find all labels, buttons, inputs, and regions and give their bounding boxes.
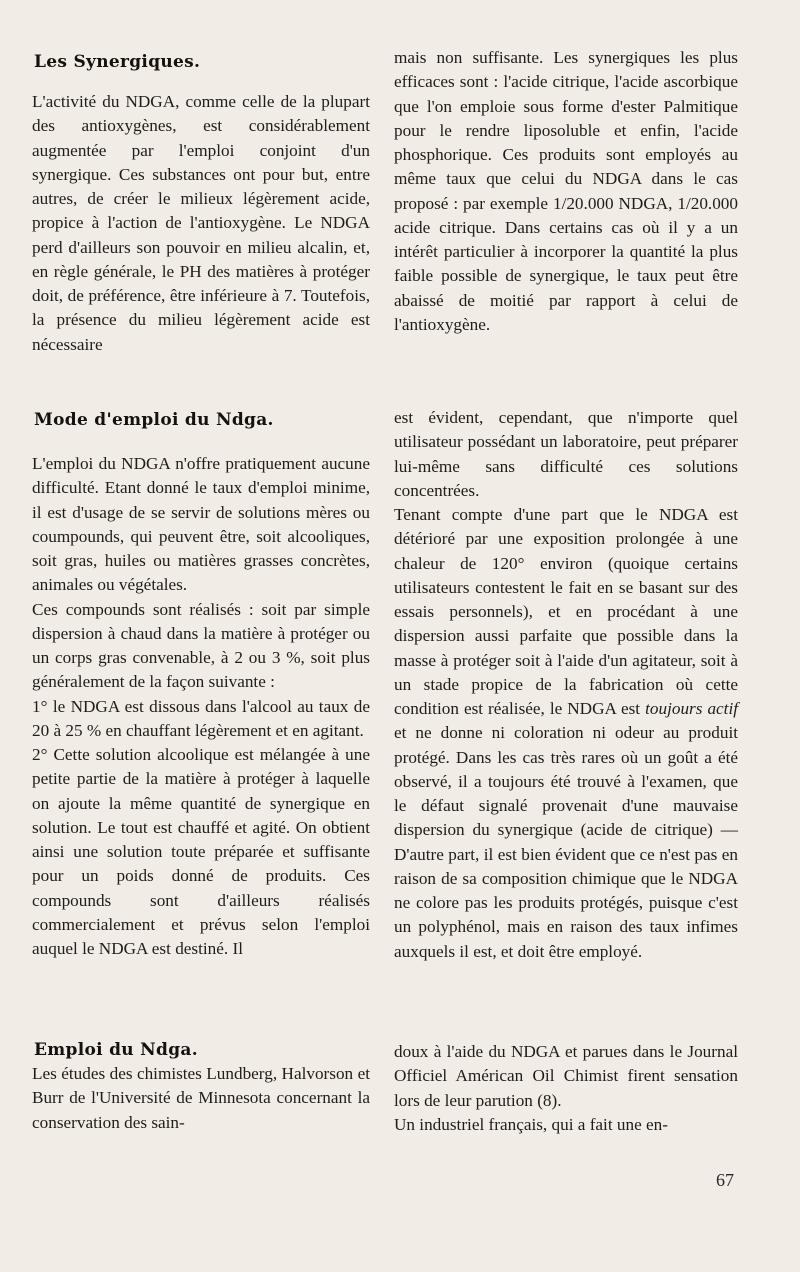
mode-emploi-paragraph-intro: L'emploi du NDGA n'offre pratiquement aucune difficulté. Etant donné le taux d'emploi minime, il est d'usage de se servir de solutions mères ou coumpounds, qui peuvent être, soit alcooliques, soit gras, huiles ou matières grasses concrètes, animales ou végétales.: [32, 454, 370, 595]
page-number: 67: [716, 1170, 734, 1190]
synergiques-right-paragraph: mais non suffisante. Les synergiques les plus efficaces sont : l'acide citrique, l'acide ascorbique que l'on emploie sous forme d'ester Palmitique pour le rendre liposoluble et enfin, l'acide phosphorique. Ces produits sont employés au même taux que celui du NDGA dans le cas proposé : par exemple 1/20.000 NDGA, 1/20.000 acide citrique. Dans certains cas où il y a un intérêt particulier à incorporer la quantité la plus faible possible de synergique, le taux peut être abaissé de moitié par rapport à celui de l'antioxygène.: [394, 48, 738, 334]
mode-emploi-paragraph-compounds: Ces compounds sont réalisés : soit par simple dispersion à chaud dans la matière à protéger ou un corps gras convenable, à 2 ou 3 %, soit plus généralement de la façon suivante :: [32, 599, 370, 692]
emploi-right-paragraph-2: Un industriel français, qui a fait une en-: [394, 1114, 668, 1134]
emploi-right-paragraph-1: doux à l'aide du NDGA et parues dans le Journal Officiel Américan Oil Chimist firent sensation lors de leur parution (8).: [394, 1042, 738, 1110]
mode-emploi-right-column: [394, 406, 738, 964]
mode-emploi-step-2: 2° Cette solution alcoolique est mélangée à une petite partie de la matière à protéger à laquelle on ajoute la même quantité de synergique en solution. Le tout est chauffé et agité. On obtient ainsi une solution toute préparée et suffisante pour un poids donné de produits. Ces compounds sont d'ailleurs réalisés commercialement et prévus selon l'emploi auquel le NDGA est destiné. Il: [32, 745, 370, 958]
mode-emploi-right-text-after: et ne donne ni coloration ni odeur au produit protégé. Dans les cas très rares où un goût a été observé, il a toujours été trouvé à l'examen, que le défaut signalé provenait d'une mauvaise dispersion du synergique (acide de citrique) — D'autre part, il est bien évident que ce n'est pas en raison de sa composition chimique que le NDGA ne colore pas les produits protégés, puisque c'est un polyphénol, mais en raison des taux infimes auxquels il est, et doit être employé.: [394, 723, 738, 961]
mode-emploi-right-text-before: Tenant compte d'une part que le NDGA est détérioré par une exposition prolongée à une chaleur de 120° environ (quoique certains utilisateurs contestent le fait en se basant sur des essais personnels), et en procédant à une dispersion aussi parfaite que possible dans la masse à protéger soit à l'aide d'un agitateur, soit à un stade propice de la fabrication où cette condition est réalisée, le NDGA est: [394, 505, 738, 718]
synergiques-left-column: [32, 90, 370, 357]
synergiques-right-column: [394, 46, 738, 337]
mode-emploi-right-paragraph-1: est évident, cependant, que n'importe quel utilisateur possédant un laboratoire, peut préparer lui-même sans difficulté ces solutions concentrées.: [394, 408, 738, 500]
mode-emploi-left-column: [32, 452, 370, 961]
mode-emploi-step-1: 1° le NDGA est dissous dans l'alcool au taux de 20 à 25 % en chauffant légèrement et en agitant.: [32, 696, 370, 740]
section-title-emploi: Emploi du Ndga.: [34, 1040, 198, 1060]
synergiques-left-paragraph: L'activité du NDGA, comme celle de la plupart des antioxygènes, est considérablement augmentée par l'emploi conjoint d'un synergique. Ces substances ont pour but, entre autres, de créer le milieux légèrement acide, propice à l'action de l'antioxygène. Le NDGA perd d'ailleurs son pouvoir en milieu alcalin, et, en règle générale, le PH des matières à protéger doit, de préférence, être inférieure à 7. Toutefois, la présence du milieu légèrement acide est nécessaire: [32, 92, 370, 354]
section-title-mode-emploi: Mode d'emploi du Ndga.: [34, 410, 274, 430]
mode-emploi-right-italic: toujours actif: [645, 699, 738, 718]
section-title-synergiques: Les Synergiques.: [34, 52, 201, 72]
emploi-left-paragraph: Les études des chimistes Lundberg, Halvorson et Burr de l'Université de Minnesota concernant la conservation des sain-: [32, 1064, 370, 1132]
emploi-right-column: [394, 1040, 738, 1137]
mode-emploi-right-paragraph-2: [394, 503, 738, 964]
emploi-left-column: [32, 1062, 370, 1135]
